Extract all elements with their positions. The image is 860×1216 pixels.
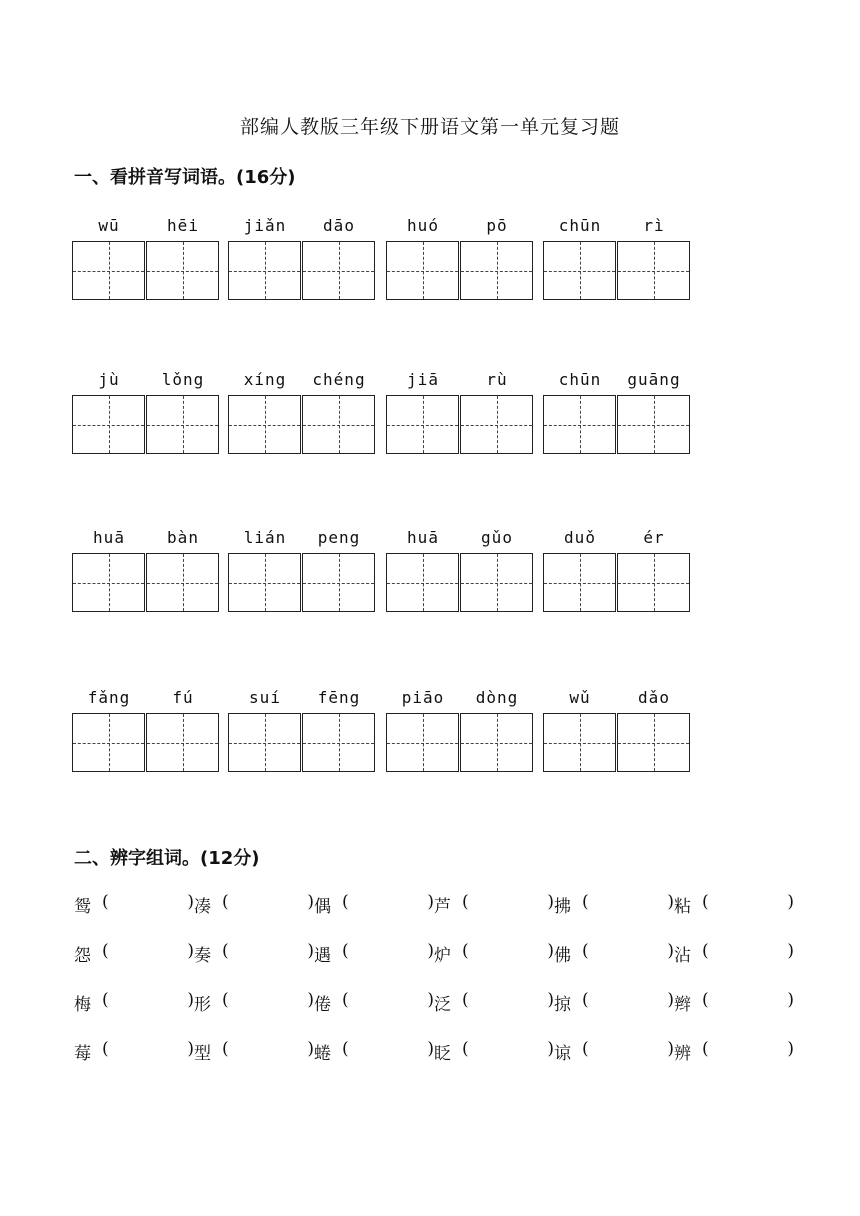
word-item: [314, 1039, 434, 1064]
character: 泛: [434, 995, 451, 1015]
writing-cell[interactable]: [302, 395, 375, 454]
grid-guide-vertical: [339, 242, 340, 299]
grid-guide-vertical: [580, 242, 581, 299]
close-paren: ): [307, 1039, 314, 1059]
grid-guide-vertical: [654, 714, 655, 771]
word-item: [314, 941, 434, 966]
answer-blank[interactable]: [222, 990, 314, 1015]
character: 凑: [194, 897, 211, 917]
word-item: [74, 892, 194, 917]
answer-blank[interactable]: [342, 990, 434, 1015]
writing-cell[interactable]: [302, 553, 375, 612]
word-item: [74, 990, 194, 1015]
open-paren: (: [462, 1039, 469, 1059]
character: 辨: [674, 1044, 691, 1064]
writing-cell[interactable]: [460, 713, 533, 772]
writing-cell[interactable]: [72, 241, 145, 300]
answer-blank[interactable]: [222, 941, 314, 966]
open-paren: (: [222, 990, 229, 1010]
character: 拂: [554, 897, 571, 917]
open-paren: (: [342, 941, 349, 961]
grid-guide-vertical: [497, 714, 498, 771]
answer-blank[interactable]: [702, 990, 794, 1015]
open-paren: (: [462, 990, 469, 1010]
answer-blank[interactable]: [582, 892, 674, 917]
grid-guide-vertical: [109, 242, 110, 299]
answer-blank[interactable]: [342, 941, 434, 966]
character: 佛: [554, 946, 571, 966]
writing-cell[interactable]: [146, 713, 219, 772]
word-item: [434, 941, 554, 966]
answer-blank[interactable]: [702, 1039, 794, 1064]
pinyin-label: huā: [93, 528, 125, 547]
word-item: [194, 990, 314, 1015]
page-title: 部编人教版三年级下册语文第一单元复习题: [239, 116, 620, 138]
pinyin-label: chūn: [558, 216, 602, 235]
character: 型: [194, 1044, 211, 1064]
writing-cell[interactable]: [543, 553, 616, 612]
grid-guide-vertical: [580, 554, 581, 611]
open-paren: (: [222, 892, 229, 912]
close-paren: ): [307, 990, 314, 1010]
grid-guide-vertical: [183, 554, 184, 611]
word-row: [74, 941, 794, 966]
grid-guide-vertical: [183, 242, 184, 299]
grid-guide-vertical: [423, 396, 424, 453]
writing-cell[interactable]: [228, 241, 301, 300]
grid-guide-vertical: [654, 242, 655, 299]
word-item: [554, 892, 674, 917]
word-item: [674, 1039, 794, 1064]
close-paren: ): [787, 990, 794, 1010]
character: 倦: [314, 995, 331, 1015]
close-paren: ): [427, 1039, 434, 1059]
pinyin-label: wǔ: [569, 688, 591, 707]
character: 莓: [74, 1044, 91, 1064]
character: 芦: [434, 897, 451, 917]
word-item: [314, 990, 434, 1015]
word-item: [314, 892, 434, 917]
pinyin-label: suí: [249, 688, 281, 707]
grid-guide-vertical: [339, 396, 340, 453]
open-paren: (: [102, 941, 109, 961]
pinyin-label: huó: [407, 216, 439, 235]
pinyin-label: dòng: [475, 688, 519, 707]
word-item: [74, 1039, 194, 1064]
writing-cell[interactable]: [386, 395, 459, 454]
open-paren: (: [582, 990, 589, 1010]
open-paren: (: [342, 1039, 349, 1059]
close-paren: ): [547, 941, 554, 961]
writing-cell[interactable]: [460, 553, 533, 612]
grid-guide-vertical: [654, 396, 655, 453]
grid-guide-vertical: [265, 714, 266, 771]
close-paren: ): [187, 990, 194, 1010]
close-paren: ): [667, 941, 674, 961]
pinyin-label: huā: [407, 528, 439, 547]
close-paren: ): [307, 941, 314, 961]
writing-cell[interactable]: [617, 241, 690, 300]
answer-blank[interactable]: [342, 1039, 434, 1064]
pinyin-label: pō: [486, 216, 508, 235]
pinyin-label: duǒ: [564, 528, 596, 547]
word-item: [434, 1039, 554, 1064]
word-row: [74, 892, 794, 917]
word-item: [434, 892, 554, 917]
pinyin-label: dāo: [323, 216, 355, 235]
close-paren: ): [547, 892, 554, 912]
answer-blank[interactable]: [342, 892, 434, 917]
close-paren: ): [547, 990, 554, 1010]
writing-cell[interactable]: [543, 395, 616, 454]
grid-guide-vertical: [109, 554, 110, 611]
pinyin-label: piāo: [401, 688, 445, 707]
word-item: [194, 1039, 314, 1064]
open-paren: (: [342, 990, 349, 1010]
writing-cell[interactable]: [146, 241, 219, 300]
writing-cell[interactable]: [386, 241, 459, 300]
character: 眨: [434, 1044, 451, 1064]
writing-cell[interactable]: [617, 395, 690, 454]
grid-guide-vertical: [423, 554, 424, 611]
character: 谅: [554, 1044, 571, 1064]
character: 粘: [674, 897, 691, 917]
pinyin-label: guāng: [627, 370, 681, 389]
open-paren: (: [102, 1039, 109, 1059]
close-paren: ): [667, 892, 674, 912]
close-paren: ): [667, 1039, 674, 1059]
writing-cell[interactable]: [302, 241, 375, 300]
close-paren: ): [307, 892, 314, 912]
grid-guide-vertical: [423, 242, 424, 299]
open-paren: (: [102, 892, 109, 912]
close-paren: ): [547, 1039, 554, 1059]
writing-cell[interactable]: [72, 553, 145, 612]
writing-cell[interactable]: [302, 713, 375, 772]
grid-guide-vertical: [265, 554, 266, 611]
character: 奏: [194, 946, 211, 966]
grid-guide-vertical: [183, 714, 184, 771]
grid-guide-vertical: [183, 396, 184, 453]
character: 形: [194, 995, 211, 1015]
answer-blank[interactable]: [462, 1039, 554, 1064]
open-paren: (: [702, 892, 709, 912]
character: 偶: [314, 897, 331, 917]
answer-blank[interactable]: [102, 941, 194, 966]
word-item: [434, 990, 554, 1015]
word-item: [674, 892, 794, 917]
pinyin-label: ér: [643, 528, 665, 547]
writing-cell[interactable]: [460, 395, 533, 454]
word-item: [674, 990, 794, 1015]
writing-cell[interactable]: [72, 395, 145, 454]
word-item: [74, 941, 194, 966]
character: 掠: [554, 995, 571, 1015]
writing-cell[interactable]: [386, 713, 459, 772]
answer-blank[interactable]: [582, 990, 674, 1015]
grid-guide-vertical: [497, 554, 498, 611]
close-paren: ): [427, 990, 434, 1010]
open-paren: (: [462, 941, 469, 961]
grid-guide-vertical: [497, 396, 498, 453]
answer-blank[interactable]: [222, 1039, 314, 1064]
word-item: [194, 941, 314, 966]
character: 炉: [434, 946, 451, 966]
grid-guide-vertical: [109, 396, 110, 453]
open-paren: (: [702, 990, 709, 1010]
writing-cell[interactable]: [146, 553, 219, 612]
open-paren: (: [462, 892, 469, 912]
grid-guide-vertical: [265, 396, 266, 453]
close-paren: ): [787, 1039, 794, 1059]
open-paren: (: [582, 941, 589, 961]
writing-cell[interactable]: [460, 241, 533, 300]
close-paren: ): [187, 892, 194, 912]
grid-guide-vertical: [580, 396, 581, 453]
pinyin-label: gǔo: [481, 528, 513, 547]
character: 辫: [674, 995, 691, 1015]
pinyin-label: dǎo: [638, 688, 670, 707]
pinyin-label: bàn: [167, 528, 199, 547]
grid-guide-vertical: [339, 554, 340, 611]
pinyin-label: chūn: [558, 370, 602, 389]
close-paren: ): [187, 941, 194, 961]
writing-cell[interactable]: [228, 395, 301, 454]
open-paren: (: [342, 892, 349, 912]
pinyin-label: jiǎn: [243, 216, 287, 235]
answer-blank[interactable]: [702, 941, 794, 966]
close-paren: ): [667, 990, 674, 1010]
pinyin-label: hēi: [167, 216, 199, 235]
answer-blank[interactable]: [102, 990, 194, 1015]
close-paren: ): [427, 892, 434, 912]
close-paren: ): [427, 941, 434, 961]
pinyin-label: wū: [98, 216, 120, 235]
pinyin-label: jiā: [407, 370, 439, 389]
open-paren: (: [222, 1039, 229, 1059]
open-paren: (: [702, 1039, 709, 1059]
pinyin-label: peng: [317, 528, 361, 547]
grid-guide-vertical: [497, 242, 498, 299]
writing-cell[interactable]: [543, 713, 616, 772]
word-item: [554, 990, 674, 1015]
writing-cell[interactable]: [386, 553, 459, 612]
writing-cell[interactable]: [543, 241, 616, 300]
writing-cell[interactable]: [72, 713, 145, 772]
writing-cell[interactable]: [228, 713, 301, 772]
word-item: [674, 941, 794, 966]
open-paren: (: [102, 990, 109, 1010]
pinyin-label: chéng: [312, 370, 366, 389]
answer-blank[interactable]: [462, 990, 554, 1015]
pinyin-label: rù: [486, 370, 508, 389]
word-row: [74, 990, 794, 1015]
open-paren: (: [582, 892, 589, 912]
pinyin-label: jù: [98, 370, 120, 389]
answer-blank[interactable]: [462, 892, 554, 917]
section-heading-distinguish: 二、辨字组词。(12分): [74, 848, 260, 869]
close-paren: ): [787, 892, 794, 912]
section-heading-pinyin: 一、看拼音写词语。(16分): [74, 167, 296, 188]
word-row: [74, 1039, 794, 1064]
writing-cell[interactable]: [617, 713, 690, 772]
pinyin-label: lián: [243, 528, 287, 547]
answer-blank[interactable]: [462, 941, 554, 966]
character: 怨: [74, 946, 91, 966]
character: 蜷: [314, 1044, 331, 1064]
grid-guide-vertical: [423, 714, 424, 771]
close-paren: ): [787, 941, 794, 961]
answer-blank[interactable]: [222, 892, 314, 917]
writing-cell[interactable]: [228, 553, 301, 612]
answer-blank[interactable]: [582, 941, 674, 966]
pinyin-label: lǒng: [161, 370, 205, 389]
answer-blank[interactable]: [702, 892, 794, 917]
writing-cell[interactable]: [146, 395, 219, 454]
grid-guide-vertical: [580, 714, 581, 771]
pinyin-label: fǎng: [87, 688, 131, 707]
grid-guide-vertical: [109, 714, 110, 771]
character: 鸳: [74, 897, 91, 917]
character: 沾: [674, 946, 691, 966]
grid-guide-vertical: [265, 242, 266, 299]
open-paren: (: [702, 941, 709, 961]
pinyin-label: xíng: [243, 370, 287, 389]
character: 梅: [74, 995, 91, 1015]
pinyin-label: fú: [172, 688, 194, 707]
word-item: [554, 941, 674, 966]
grid-guide-vertical: [339, 714, 340, 771]
word-item: [554, 1039, 674, 1064]
answer-blank[interactable]: [102, 892, 194, 917]
answer-blank[interactable]: [582, 1039, 674, 1064]
open-paren: (: [582, 1039, 589, 1059]
character: 遇: [314, 946, 331, 966]
pinyin-label: rì: [643, 216, 665, 235]
open-paren: (: [222, 941, 229, 961]
close-paren: ): [187, 1039, 194, 1059]
pinyin-label: fēng: [317, 688, 361, 707]
answer-blank[interactable]: [102, 1039, 194, 1064]
writing-cell[interactable]: [617, 553, 690, 612]
word-item: [194, 892, 314, 917]
grid-guide-vertical: [654, 554, 655, 611]
